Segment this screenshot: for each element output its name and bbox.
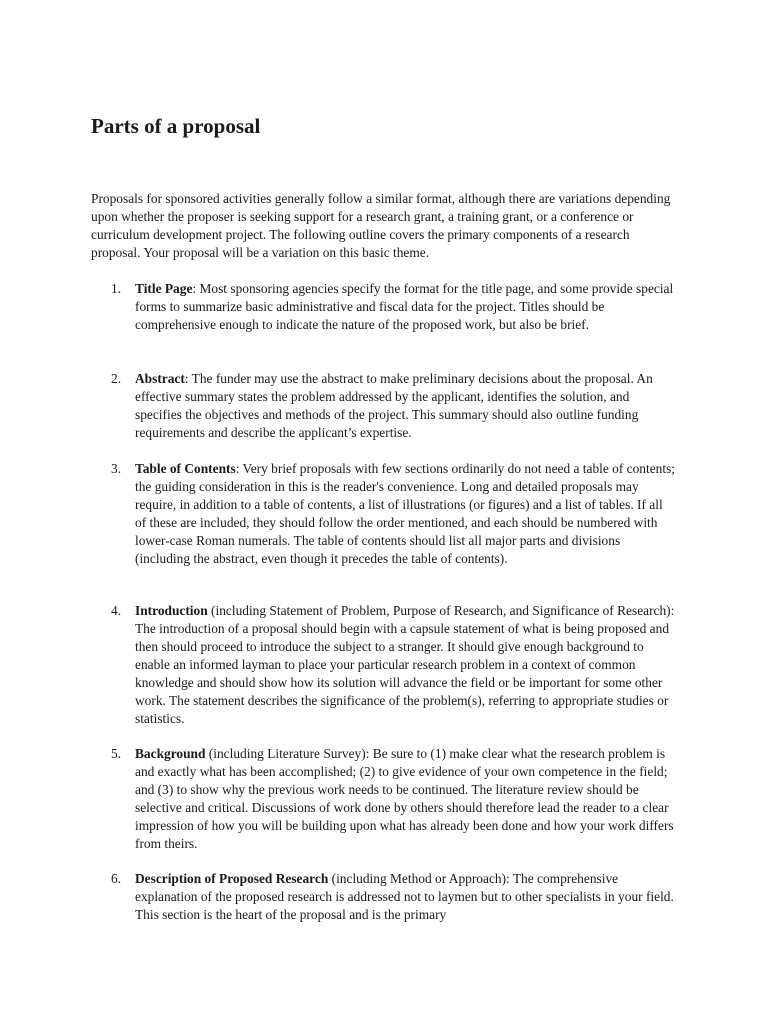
list-item-body <box>135 460 675 568</box>
list-item-number: 5. <box>111 746 122 761</box>
section-heading: Background <box>135 746 206 761</box>
section-text: : Most sponsoring agencies specify the format for the title page, and some provide special forms to summarize basic administrative and fiscal data for the project. Titles should be comprehensive enough to indicate the nature of the proposed work, but also be brief. <box>135 281 674 332</box>
list-item-number: 1. <box>111 281 122 296</box>
list-item-body <box>135 870 675 924</box>
section-text: : The funder may use the abstract to make preliminary decisions about the proposal. An effective summary states the problem addressed by the applicant, identifies the solution, and specifies the objectives and methods of the project. This summary should also outline funding requirements and describe the applicant’s expertise. <box>135 371 653 440</box>
list-item-description-of-proposed-research <box>91 870 679 924</box>
section-text: : Very brief proposals with few sections ordinarily do not need a table of contents; the guiding consideration in this is the reader's convenience. Long and detailed proposals may require, in addition to a table of contents, a list of illustrations (or figures) and a list of tables. If all of these are included, they should follow the order mentioned, and each should be numbered with lower-case Roman numerals. The table of contents should list all major parts and divisions (including the abstract, even though it precedes the table of contents). <box>135 461 676 566</box>
list-item-body <box>135 602 675 728</box>
section-heading: Introduction <box>135 603 208 618</box>
list-item-body <box>135 370 675 442</box>
section-heading: Title Page <box>135 281 193 296</box>
list-item-abstract <box>91 370 679 442</box>
list-item-number: 6. <box>111 871 122 886</box>
list-item-title-page <box>91 280 679 334</box>
list-item-body <box>135 745 675 853</box>
list-item-number: 2. <box>111 371 122 386</box>
document-title: Parts of a proposal <box>91 114 261 138</box>
list-item-number: 4. <box>111 603 122 618</box>
list-item-number: 3. <box>111 461 122 476</box>
section-text: (including Method or Approach): The comprehensive explanation of the proposed research is addressed not to laymen but to other specialists in your field. This section is the heart of the proposal and is the primary <box>135 871 674 922</box>
section-heading: Abstract <box>135 371 185 386</box>
list-item-introduction <box>91 602 679 728</box>
list-item-table-of-contents <box>91 460 679 568</box>
section-text: (including Statement of Problem, Purpose of Research, and Significance of Research): The introduction of a proposal should begin with a capsule statement of what is being proposed and then should proceed to introduce the subject to a stranger. It should give enough background to enable an informed layman to place your particular research problem in a context of common knowledge and should show how its solution will advance the field or be important for some other work. The statement describes the significance of the problem(s), referring to appropriate studies or statistics. <box>135 603 675 726</box>
list-item-background <box>91 745 679 853</box>
list-item-body <box>135 280 675 334</box>
section-heading: Description of Proposed Research <box>135 871 329 886</box>
section-text: (including Literature Survey): Be sure to (1) make clear what the research problem is and exactly what has been accomplished; (2) to give evidence of your own competence in the field; and (3) to show why the previous work needs to be continued. The literature review should be selective and critical. Discussions of work done by others should therefore lead the reader to a clear impression of how you will be building upon what has already been done and how your work differs from theirs. <box>135 746 674 851</box>
section-heading: Table of Contents <box>135 461 236 476</box>
intro-paragraph: Proposals for sponsored activities generally follow a similar format, although there are variations depending upon whether the proposer is seeking support for a research grant, a training grant, or a conference or curriculum development project. The following outline covers the primary components of a research proposal. Your proposal will be a variation on this basic theme. <box>91 191 671 260</box>
